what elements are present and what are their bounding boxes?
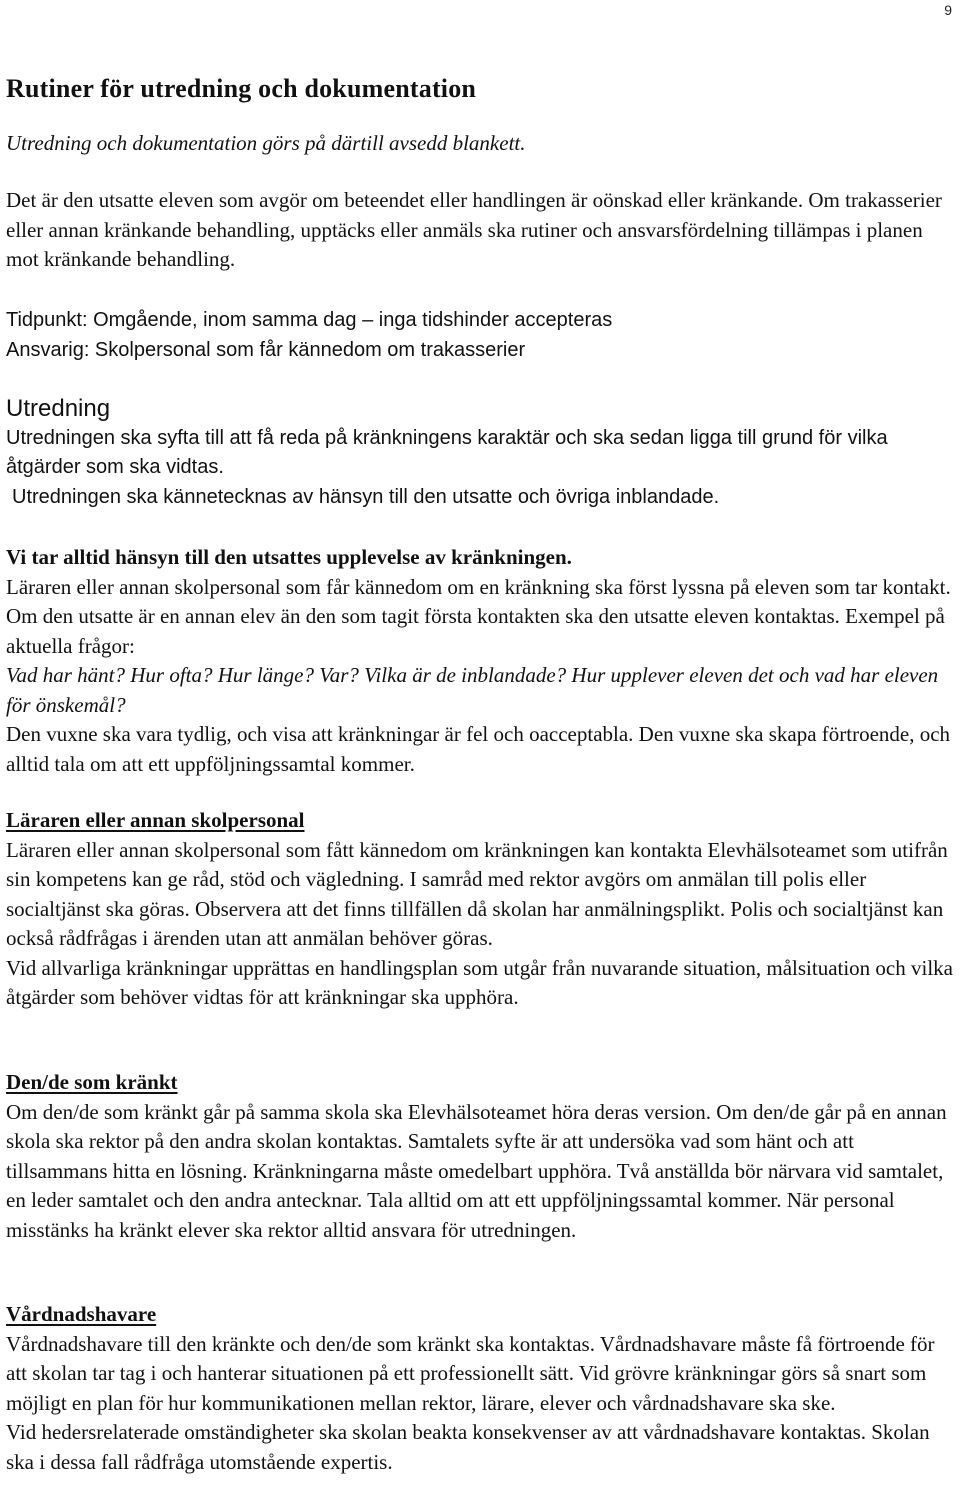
krankt-section (6, 1068, 954, 1245)
example-questions: Vad har hänt? Hur ofta? Hur länge? Var? Vilka är de inblandade? Hur upplever eleven det och vad har eleven för önskemål? (6, 663, 939, 717)
utredning-section (6, 394, 954, 512)
tidpunkt-text: Tidpunkt: Omgående, inom samma dag – inga tidshinder accepteras (6, 309, 613, 331)
lararen-paragraph-2: Vid allvarliga kränkningar upprättas en handlingsplan som utgår från nuvarande situation, målsituation och vilka åtgärder som behöver vidtas för att kränkningar ska upphöra. (6, 955, 953, 1009)
utredning-paragraph: Utredningen ska syfta till att få reda på kränkningens karaktär och ska sedan ligga till grund för vilka åtgärder som ska vidtas. (6, 426, 888, 478)
utredning-details (6, 543, 954, 779)
lead-text: Utredning och dokumentation görs på därtill avsedd blankett. (6, 131, 526, 155)
ansvarig-text: Ansvarig: Skolpersonal som får kännedom om trakasserier (6, 338, 526, 361)
lararen-section (6, 806, 954, 1013)
bold-statement: Vi tar alltid hänsyn till den utsattes upplevelse av kränkningen. (6, 545, 572, 569)
utredning-paragraph-2: Utredningen ska kännetecknas av hänsyn till den utsatte och övriga inblandade. (12, 485, 720, 508)
vardnadshavare-section (6, 1300, 954, 1477)
document-title: Rutiner för utredning och dokumentation (6, 74, 477, 103)
page-number: 9 (944, 2, 952, 18)
krankt-paragraph: Om den/de som kränkt går på samma skola ska Elevhälsoteamet höra deras version. Om den/de går på en annan skola ska rektor på den andra skolan kontaktas. Samtalets syfte är att undersöka vad som hänt och att tillsammans hitta en lösning. Kränkningarna måste omedelbart upphöra. Två anställda bör närvara vid samtalet, en leder samtalet och den andra antecknar. Tala alltid om att ett uppföljningssamtal kommer. När personal misstänks ha kränkt elever ska rektor alltid ansvara för utredningen. (6, 1099, 947, 1242)
vardnadshavare-paragraph-2: Vid hedersrelaterade omständigheter ska skolan beakta konsekvenser av att vårdnadshavare kontaktas. Skolan ska i dessa fall rådfråga utomstående expertis. (6, 1420, 930, 1474)
intro-paragraph: Det är den utsatte eleven som avgör om beteendet eller handlingen är oönskad eller kränkande. Om trakasserier eller annan kränkande behandling, upptäcks eller anmäls ska rutiner och ansvarsfördelning tillämpas i planen mot kränkande behandling. (6, 188, 942, 271)
intro-section (6, 186, 954, 275)
adult-paragraph: Den vuxne ska vara tydlig, och visa att kränkningar är fel och oacceptabla. Den vuxne ska skapa förtroende, och alltid tala om att ett uppföljningssamtal kommer. (6, 722, 951, 776)
utredning-heading: Utredning (6, 395, 111, 422)
lararen-paragraph: Läraren eller annan skolpersonal som fått kännedom om kränkningen kan kontakta Elevhälsoteamet som utifrån sin kompetens kan ge råd, stöd och vägledning. I samråd med rektor avgörs om anmälan till polis eller socialtjänst ska göras. Observera att det finns tillfällen då skolan har anmälningsplikt. Polis och socialtjänst kan också rådfrågas i ärenden utan att anmälan behöver göras. (6, 837, 948, 950)
krankt-heading: Den/de som kränkt (6, 1070, 178, 1094)
vardnadshavare-paragraph: Vårdnadshavare till den kränkte och den/de som kränkt ska kontaktas. Vårdnadshavare måste få förtroende för att skolan tar tag i och hanterar situationen på ett professionellt sätt. Vid grövre kränkningar görs så snart som möjligt en plan för hur kommunikationen mellan rektor, lärare, elever och vårdnadshavare ska ske. (6, 1331, 935, 1415)
vardnadshavare-heading: Vårdnadshavare (6, 1302, 157, 1326)
listen-paragraph: Läraren eller annan skolpersonal som får kännedom om en kränkning ska först lyssna på eleven som tar kontakt. Om den utsatte är en annan elev än den som tagit första kontakten ska den utsatte eleven kontaktas. Exempel på aktuella frågor: (6, 574, 951, 658)
responsibility-section (6, 306, 954, 365)
lararen-heading: Läraren eller annan skolpersonal (6, 808, 305, 832)
